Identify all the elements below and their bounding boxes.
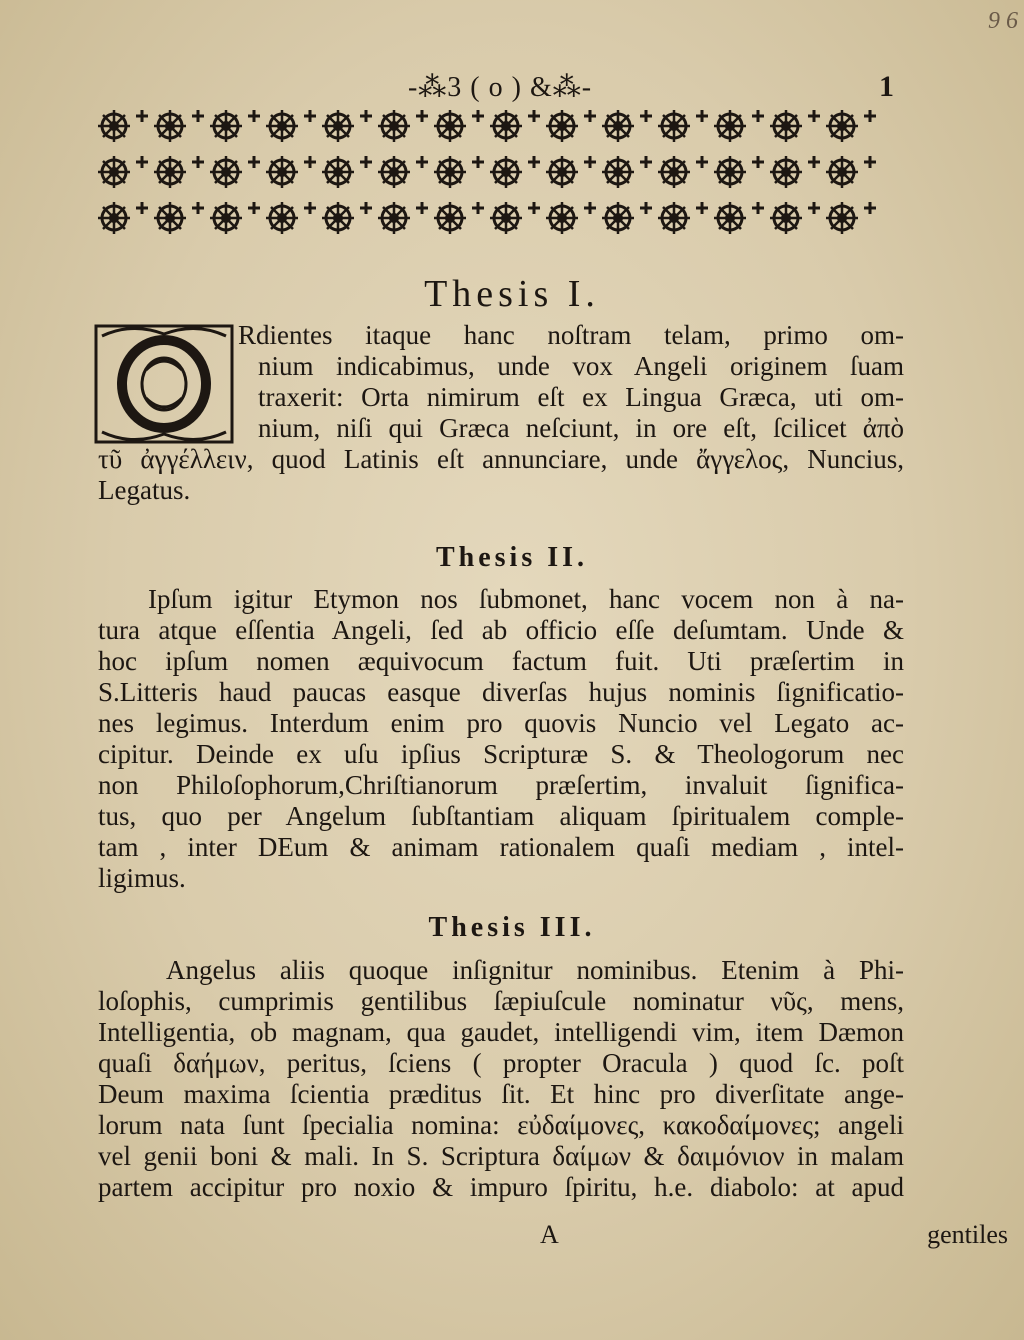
text-line: cipitur. Deinde ex uſu ipſius Scripturæ S. & Theologorum nec: [98, 739, 904, 769]
header-center-text: ( o ): [470, 72, 522, 103]
text-line: ligimus.: [98, 863, 186, 893]
text-line: traxerit: Orta nimirum eſt ex Lingua Græca, uti om-: [258, 382, 904, 412]
header-left-mark: -⁂3: [407, 72, 463, 103]
text-line: nium, niſi qui Græca neſciunt, in ore eſt, ſcilicet ἀπὸ: [258, 413, 904, 443]
text-line: partem accipitur pro noxio & impuro ſpiritu, h.e. diabolo: at apud: [98, 1172, 904, 1202]
thesis-2-title: Thesis II.: [435, 542, 589, 573]
ornamental-band: [90, 102, 898, 242]
corner-note: 9 6: [988, 8, 1018, 34]
text-line: nes legimus. Interdum enim pro quovis Nuncio vel Legato ac-: [98, 708, 904, 738]
text-line: Intelligentia, ob magnam, qua gaudet, intelligendi vim, item Dæmon: [98, 1017, 904, 1047]
text-line: tam , inter DEum & animam rationalem quaſi mediam , intel-: [98, 832, 904, 862]
header-right-mark: &⁂-: [529, 72, 593, 103]
text-line: τῦ ἀγγέλλειν, quod Latinis eſt annunciare, unde ἄγγελος, Nuncius,: [98, 444, 904, 474]
text-line: Angelus aliis quoque inſignitur nominibus. Etenim à Phi-: [166, 955, 904, 985]
thesis-3-title: Thesis III.: [428, 912, 596, 943]
text-line: Ipſum igitur Etymon nos ſubmonet, hanc vocem non à na-: [148, 584, 904, 614]
text-line: quaſi δαήμων, peritus, ſciens ( propter Oracula ) quod ſc. poſt: [98, 1048, 904, 1078]
text-line: Legatus.: [98, 475, 191, 505]
catchword: gentiles: [927, 1220, 1008, 1249]
text-line: Deum maxima ſcientia præditus ſit. Et hinc pro diverſitate ange-: [98, 1079, 904, 1109]
text-line: vel genii boni & mali. In S. Scriptura δαίμων & δαιμόνιον in malam: [98, 1141, 904, 1171]
signature-mark: A: [540, 1220, 559, 1249]
thesis-2-text: [98, 584, 904, 894]
thesis-1-title: Thesis I.: [424, 273, 600, 315]
thesis-1-text: [98, 320, 904, 506]
text-line: hoc ipſum nomen æquivocum factum fuit. Uti præſertim in: [98, 646, 904, 676]
text-line: lorum nata ſunt ſpecialia nomina: εὐδαίμονες, κακοδαίμονες; angeli: [98, 1110, 904, 1140]
text-line: tus, quo per Angelum ſubſtantiam aliquam ſpiritualem comple-: [98, 801, 904, 831]
text-line: S.Litteris haud paucas easque diverſas hujus nominis ſignificatio-: [98, 677, 904, 707]
text-line: tura atque eſſentia Angeli, ſed ab officio eſſe deſumtam. Unde &: [98, 615, 904, 645]
page-number: 1: [879, 70, 894, 103]
text-line: Rdientes itaque hanc noſtram telam, primo om-: [238, 320, 904, 350]
text-line: loſophis, cumprimis gentilibus ſæpiuſcule nominatur νῦς, mens,: [98, 986, 904, 1016]
text-line: nium indicabimus, unde vox Angeli originem ſuam: [258, 351, 904, 381]
thesis-3-text: [98, 955, 904, 1203]
text-line: non Philoſophorum,Chriſtianorum præſertim, invaluit ſignifica-: [98, 770, 904, 800]
running-header: [90, 70, 910, 104]
